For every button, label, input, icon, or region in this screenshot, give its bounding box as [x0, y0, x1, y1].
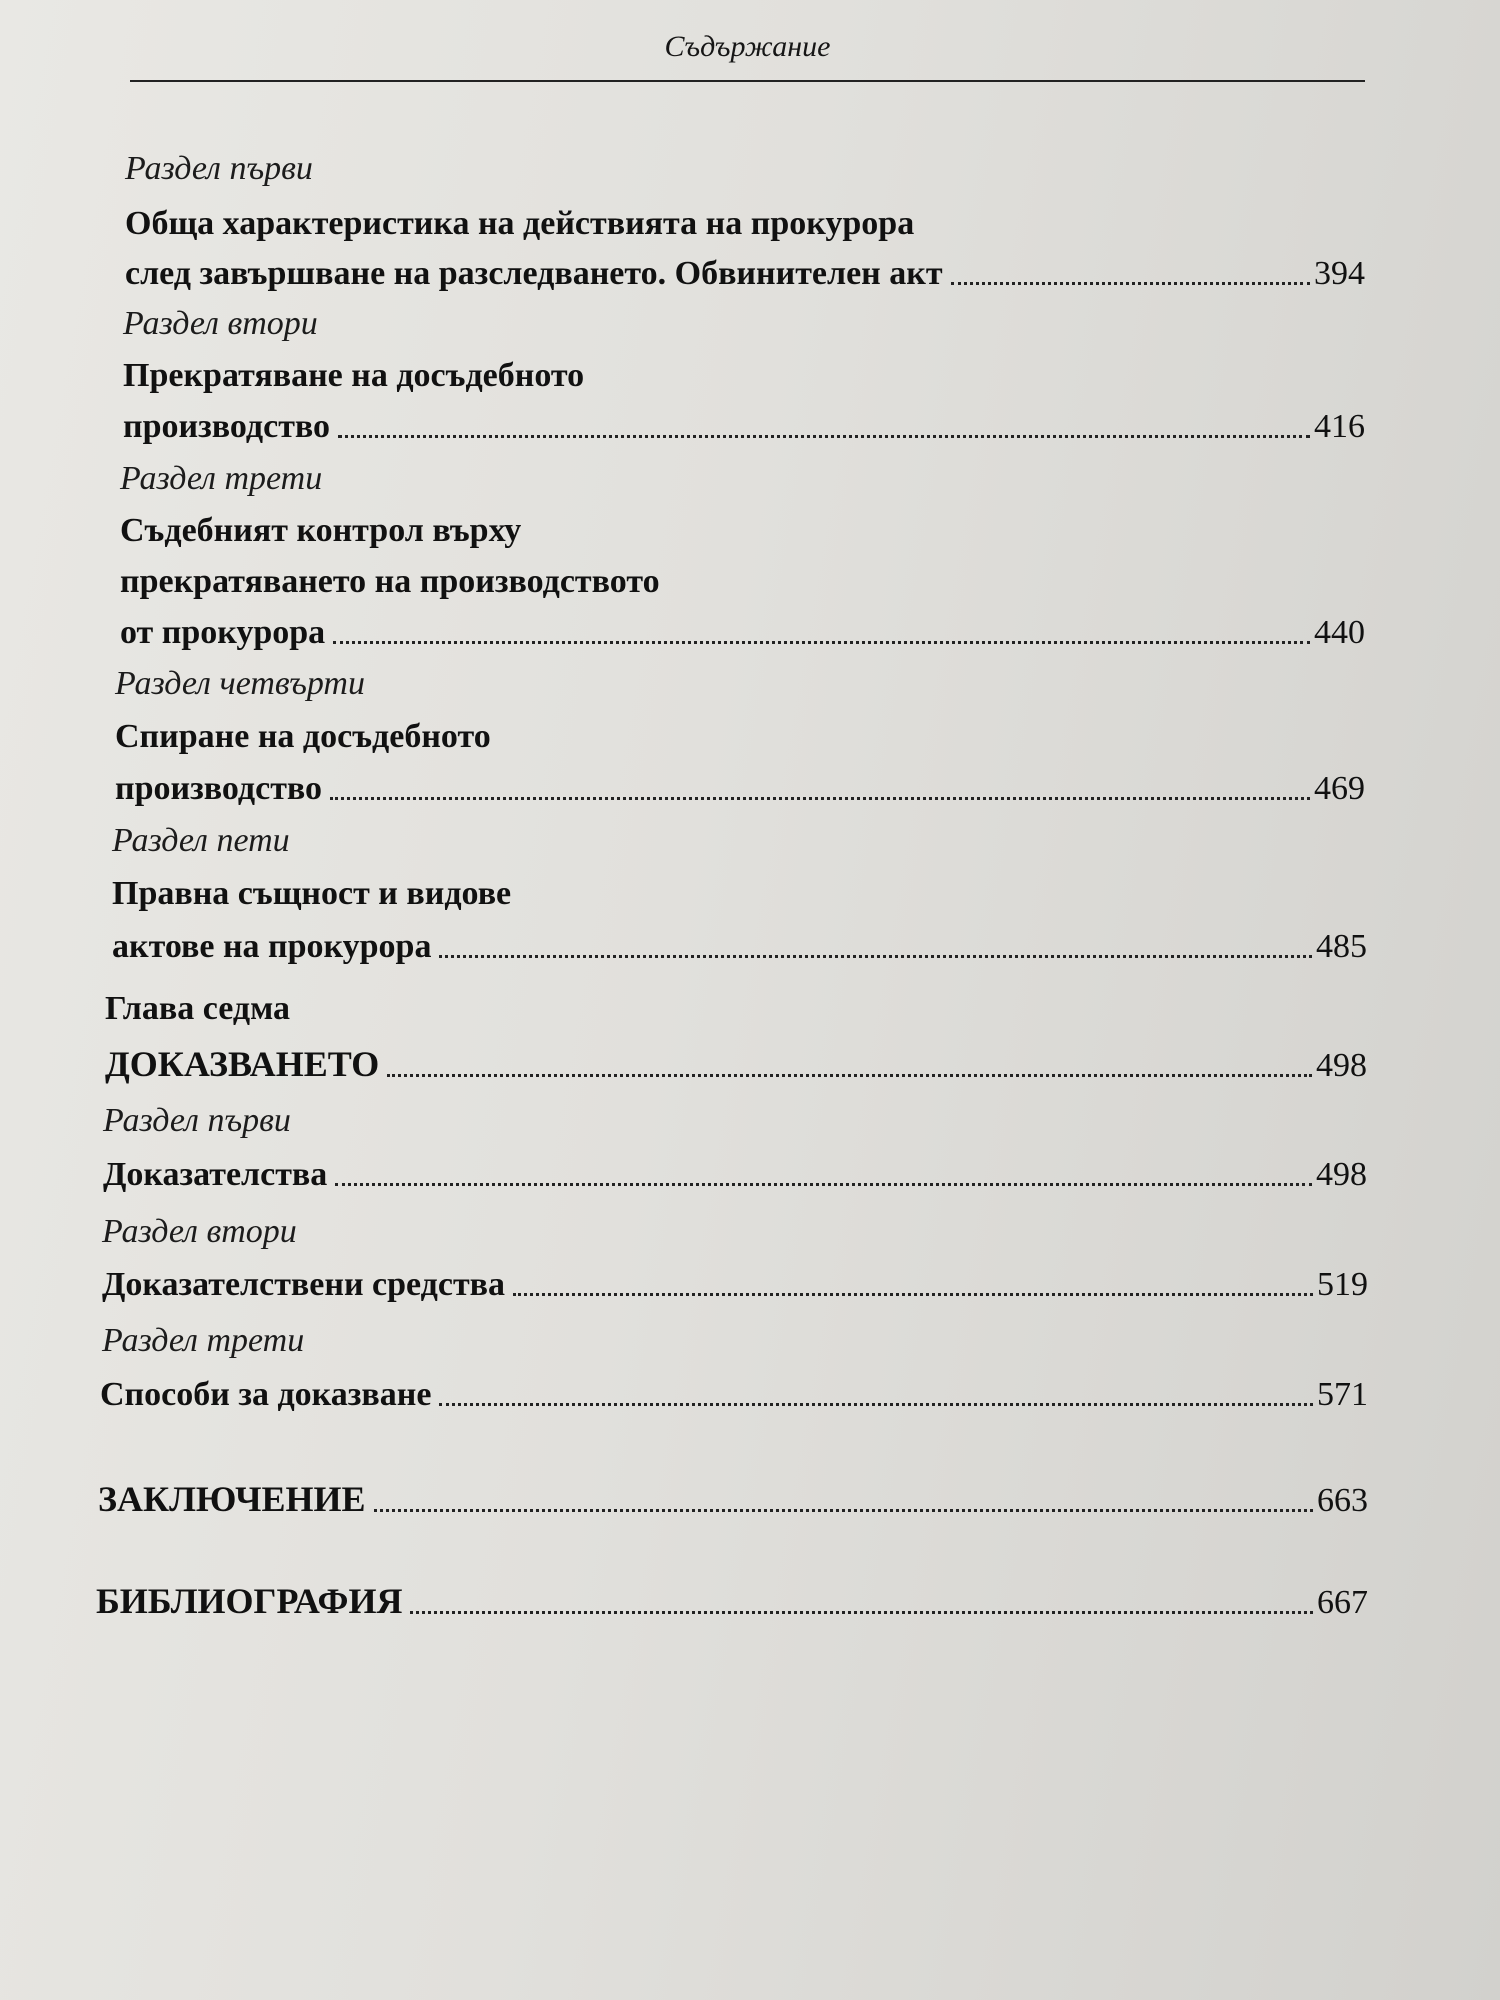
toc-entry-title: от прокурора [120, 614, 326, 651]
page-number: 663 [1317, 1482, 1368, 1519]
toc-entry-leader[interactable] [123, 408, 1365, 446]
toc-section-label: Раздел пети [112, 822, 290, 859]
dot-leader [335, 1183, 1312, 1186]
page-number: 519 [1317, 1266, 1368, 1303]
toc-section-label: Раздел трети [102, 1322, 305, 1359]
dot-leader [374, 1509, 1313, 1512]
dot-leader [951, 282, 1310, 285]
toc-entry-leader[interactable] [100, 1376, 1368, 1414]
dot-leader [387, 1074, 1312, 1077]
toc-title-line: прекратяването на производството [120, 563, 660, 600]
page-number: 571 [1317, 1376, 1368, 1413]
toc-entry-title: Доказателства [103, 1156, 328, 1193]
toc-entry-leader[interactable] [112, 928, 1367, 966]
toc-title-line: Обща характеристика на действията на прокурора [125, 205, 915, 242]
toc-entry-leader[interactable] [96, 1580, 1368, 1622]
dot-leader [410, 1611, 1313, 1614]
toc-section-label: Раздел трети [120, 460, 323, 497]
chapter-heading: Глава седма [105, 990, 291, 1027]
page-number: 667 [1317, 1584, 1368, 1621]
toc-title-line: Съдебният контрол върху [120, 512, 522, 549]
dot-leader [338, 435, 1310, 438]
toc-section-label: Раздел втори [123, 305, 318, 342]
toc-entry-title: БИБЛИОГРАФИЯ [96, 1581, 403, 1621]
page-number: 469 [1314, 770, 1365, 807]
toc-entry-leader[interactable] [98, 1478, 1368, 1520]
toc-entry-leader[interactable] [103, 1156, 1367, 1194]
toc-section-label: Раздел първи [103, 1102, 291, 1139]
dot-leader [333, 641, 1310, 644]
dot-leader [513, 1293, 1313, 1296]
toc-section-label: Раздел четвърти [115, 665, 365, 702]
toc-entry-leader[interactable] [120, 614, 1365, 652]
toc-entry-title: Способи за доказване [100, 1376, 432, 1413]
toc-title-line: Правна същност и видове [112, 875, 512, 912]
toc-entry-leader[interactable] [102, 1266, 1368, 1304]
toc-entry-title: актове на прокурора [112, 928, 432, 965]
page-number: 416 [1314, 408, 1365, 445]
toc-entry-title: ЗАКЛЮЧЕНИЕ [98, 1479, 366, 1519]
toc-title-line: Прекратяване на досъдебното [123, 357, 585, 394]
dot-leader [439, 955, 1312, 958]
page-number: 498 [1316, 1156, 1367, 1193]
toc-section-label: Раздел втори [102, 1213, 297, 1250]
page-number: 394 [1314, 255, 1365, 292]
dot-leader [439, 1403, 1313, 1406]
toc-entry-title: производство [115, 770, 323, 807]
toc-entry-leader[interactable] [105, 1043, 1367, 1085]
toc-section-label: Раздел първи [125, 150, 313, 187]
toc-entry-title: Доказателствени средства [102, 1266, 506, 1303]
toc-entry-leader[interactable] [125, 255, 1365, 293]
running-header: Съдържание [664, 30, 831, 63]
header-rule [130, 80, 1365, 82]
page-number: 440 [1314, 614, 1365, 651]
toc-entry-title: ДОКАЗВАНЕТО [105, 1044, 380, 1084]
dot-leader [330, 797, 1310, 800]
toc-entry-leader[interactable] [115, 770, 1365, 808]
page-number: 498 [1316, 1047, 1367, 1084]
page-number: 485 [1316, 928, 1367, 965]
toc-entry-title: след завършване на разследването. Обвинителен акт [125, 255, 943, 292]
toc-entry-title: производство [123, 408, 331, 445]
toc-title-line: Спиране на досъдебното [115, 718, 491, 755]
